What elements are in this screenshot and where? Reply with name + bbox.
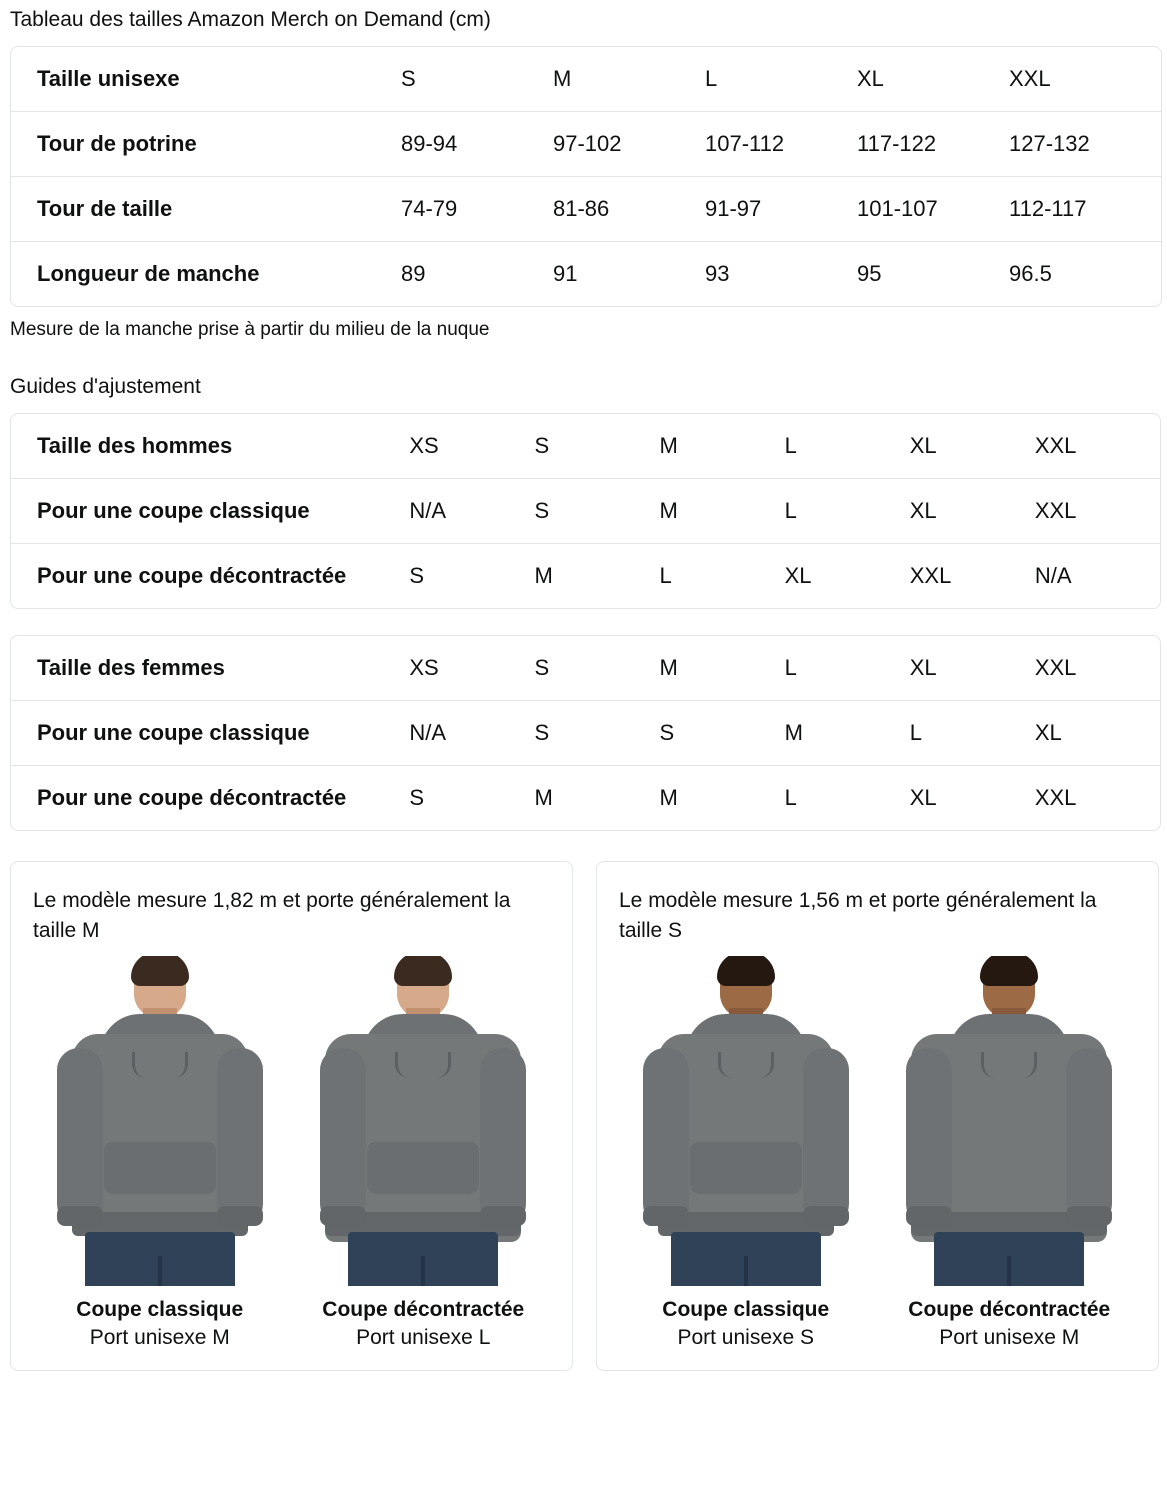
figure-classic-fit-female bbox=[619, 956, 873, 1352]
table-row bbox=[11, 112, 1161, 177]
row-label: Longueur de manche bbox=[37, 261, 260, 286]
cell: S bbox=[534, 479, 659, 544]
cell: 97-102 bbox=[553, 112, 705, 177]
table-gap bbox=[8, 609, 1159, 635]
cell: L bbox=[910, 701, 1035, 766]
table-row bbox=[11, 636, 1160, 701]
cell: L bbox=[705, 47, 857, 112]
cell: L bbox=[784, 785, 797, 810]
table-row bbox=[11, 479, 1160, 544]
cell: S bbox=[534, 636, 659, 701]
page-title: Tableau des tailles Amazon Merch on Demand (cm) bbox=[10, 8, 491, 31]
cell: 89 bbox=[401, 261, 426, 286]
cell: M bbox=[534, 785, 553, 810]
cell: M bbox=[659, 785, 678, 810]
cell: 93 bbox=[705, 261, 730, 286]
cell: XXL bbox=[1035, 479, 1160, 544]
cell: XL bbox=[910, 479, 1035, 544]
cell: S bbox=[660, 701, 785, 766]
cell: 95 bbox=[857, 261, 882, 286]
size-chart-page bbox=[0, 6, 1167, 1381]
cell: S bbox=[401, 47, 553, 112]
cell: XXL bbox=[1035, 636, 1160, 701]
row-label: Taille unisexe bbox=[11, 47, 401, 112]
cell: XL bbox=[1035, 701, 1160, 766]
cell: L bbox=[659, 563, 672, 588]
table-row bbox=[11, 47, 1161, 112]
cell: S bbox=[534, 701, 659, 766]
cell: 74-79 bbox=[401, 177, 553, 242]
figure-row bbox=[33, 956, 550, 1352]
cell: XXL bbox=[1009, 47, 1161, 112]
cell: 81-86 bbox=[553, 177, 705, 242]
cell: XL bbox=[910, 636, 1035, 701]
row-label: Tour de taille bbox=[11, 177, 401, 242]
cell: M bbox=[553, 47, 705, 112]
men-fit-table bbox=[10, 413, 1161, 609]
men-fit-table-wrapper bbox=[10, 413, 1159, 609]
female-model-card bbox=[596, 861, 1159, 1371]
cell: 89-94 bbox=[401, 112, 553, 177]
figure-fit-label: Coupe classique bbox=[662, 1298, 830, 1321]
cell: XXL bbox=[909, 563, 952, 588]
cell: 112-117 bbox=[1009, 177, 1161, 242]
table-row bbox=[11, 544, 1160, 608]
figure-wearing-label: Port unisexe S bbox=[677, 1326, 815, 1349]
cell: 117-122 bbox=[857, 112, 1009, 177]
cell: M bbox=[660, 479, 785, 544]
model-height-note: Le modèle mesure 1,82 m et porte généralement la taille M bbox=[33, 889, 511, 942]
hoodie-photo-male-classic bbox=[33, 956, 287, 1286]
hoodie-photo-female-relaxed bbox=[883, 956, 1137, 1286]
cell: 91 bbox=[553, 261, 578, 286]
cell: N/A bbox=[409, 701, 534, 766]
cell: XS bbox=[409, 636, 534, 701]
cell: S bbox=[409, 785, 425, 810]
sleeve-measurement-note: Mesure de la manche prise à partir du milieu de la nuque bbox=[10, 319, 490, 340]
male-model-card bbox=[10, 861, 573, 1371]
table-row bbox=[11, 414, 1160, 479]
unisex-size-table-wrapper bbox=[10, 46, 1159, 307]
table-row bbox=[11, 242, 1161, 306]
cell: S bbox=[409, 563, 425, 588]
cell: N/A bbox=[1034, 563, 1072, 588]
cell: 127-132 bbox=[1009, 112, 1161, 177]
cell: XXL bbox=[1035, 414, 1160, 479]
table-row bbox=[11, 701, 1160, 766]
cell: XL bbox=[857, 47, 1009, 112]
row-label: Taille des hommes bbox=[11, 414, 409, 479]
hoodie-photo-female-classic bbox=[619, 956, 873, 1286]
row-label: Pour une coupe décontractée bbox=[37, 785, 347, 810]
fit-guides-title: Guides d'ajustement bbox=[10, 375, 201, 398]
figure-fit-label: Coupe classique bbox=[76, 1298, 244, 1321]
cell: S bbox=[534, 414, 659, 479]
row-label: Pour une coupe classique bbox=[11, 479, 409, 544]
figure-wearing-label: Port unisexe M bbox=[89, 1326, 230, 1349]
women-fit-table-wrapper bbox=[10, 635, 1159, 831]
figure-relaxed-fit-female bbox=[883, 956, 1137, 1352]
figure-wearing-label: Port unisexe L bbox=[356, 1326, 491, 1349]
cell: L bbox=[785, 479, 910, 544]
hoodie-photo-male-relaxed bbox=[297, 956, 551, 1286]
cell: XL bbox=[909, 785, 937, 810]
cell: N/A bbox=[409, 479, 534, 544]
cell: XXL bbox=[1034, 785, 1077, 810]
cell: 107-112 bbox=[705, 112, 857, 177]
figure-row bbox=[619, 956, 1136, 1352]
figure-wearing-label: Port unisexe M bbox=[939, 1326, 1080, 1349]
figure-relaxed-fit-male bbox=[297, 956, 551, 1352]
unisex-size-table bbox=[10, 46, 1162, 307]
table-row bbox=[11, 177, 1161, 242]
row-label: Taille des femmes bbox=[11, 636, 409, 701]
cell: 91-97 bbox=[705, 177, 857, 242]
row-label: Pour une coupe décontractée bbox=[37, 563, 347, 588]
cell: XL bbox=[784, 563, 812, 588]
figure-fit-label: Coupe décontractée bbox=[322, 1298, 525, 1321]
model-cards bbox=[10, 861, 1159, 1371]
figure-classic-fit-male bbox=[33, 956, 287, 1352]
row-label: Pour une coupe classique bbox=[11, 701, 409, 766]
cell: 96.5 bbox=[1009, 261, 1052, 286]
table-row bbox=[11, 766, 1160, 830]
cell: L bbox=[785, 636, 910, 701]
figure-fit-label: Coupe décontractée bbox=[908, 1298, 1111, 1321]
cell: XS bbox=[409, 414, 534, 479]
cell: L bbox=[785, 414, 910, 479]
cell: M bbox=[785, 701, 910, 766]
cell: M bbox=[660, 414, 785, 479]
cell: M bbox=[534, 563, 553, 588]
cell: XL bbox=[910, 414, 1035, 479]
cell: M bbox=[660, 636, 785, 701]
model-height-note: Le modèle mesure 1,56 m et porte généralement la taille S bbox=[619, 889, 1097, 942]
women-fit-table bbox=[10, 635, 1161, 831]
cell: 101-107 bbox=[857, 177, 1009, 242]
row-label: Tour de potrine bbox=[11, 112, 401, 177]
